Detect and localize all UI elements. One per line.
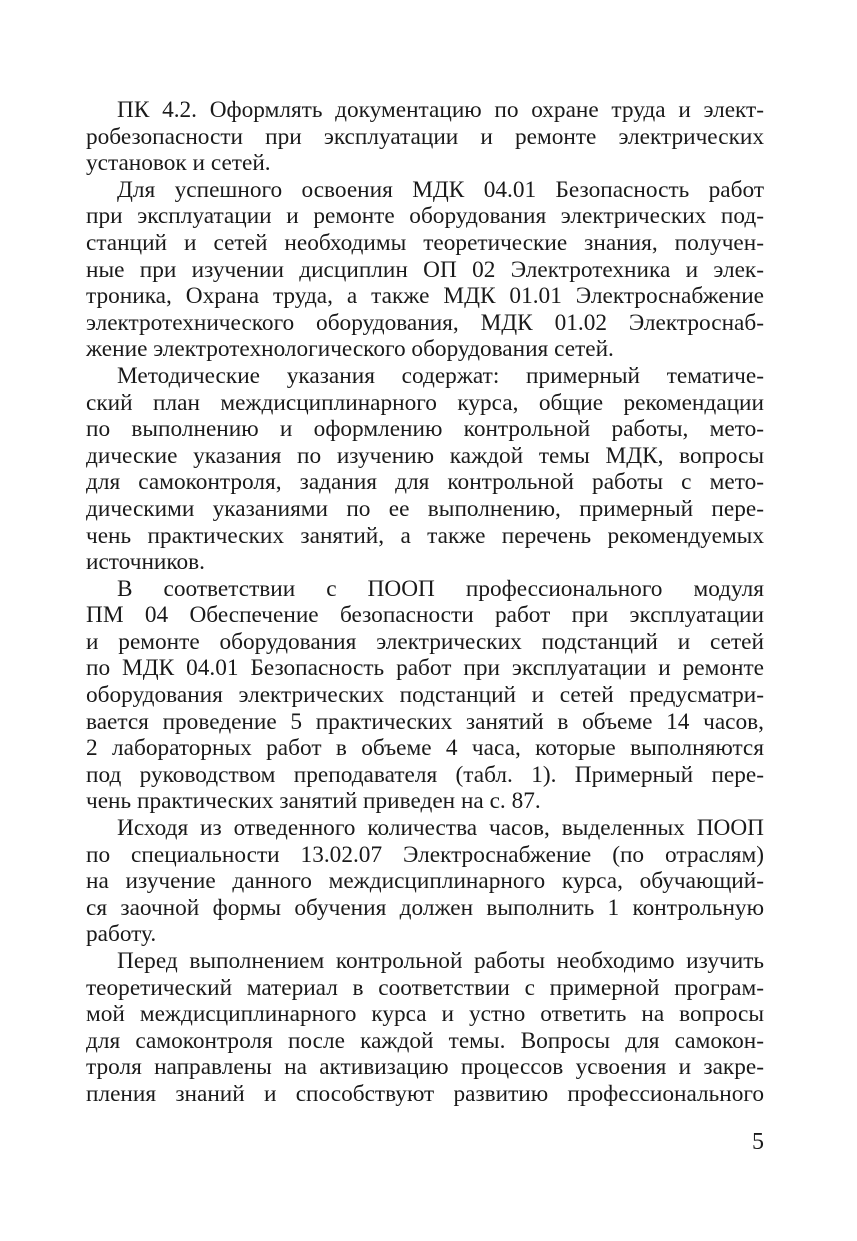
text-line: под руководством преподавателя (табл. 1). Примерный пере- (86, 761, 764, 788)
text-line: троля направлены на активизацию процессов усвоения и закре- (86, 1054, 764, 1081)
paragraph (86, 815, 764, 948)
paragraph (86, 363, 764, 576)
text-line: для самоконтроля после каждой темы. Вопросы для самокон- (86, 1027, 764, 1054)
text-line: источников. (86, 549, 205, 576)
text-line: и ремонте оборудования электрических подстанций и сетей (86, 628, 764, 655)
text-line: мой междисциплинарного курса и устно ответить на вопросы (86, 1001, 764, 1028)
text-line: на изучение данного междисциплинарного курса, обучающий- (86, 868, 764, 895)
paragraph (86, 948, 764, 1108)
text-line: электротехнического оборудования, МДК 01.02 Электроснаб- (86, 309, 764, 336)
text-line: вается проведение 5 практических занятий в объеме 14 часов, (86, 708, 764, 735)
text-line: по специальности 13.02.07 Электроснабжение (по отраслям) (86, 841, 764, 868)
text-line: Перед выполнением контрольной работы необходимо изучить (117, 948, 764, 974)
text-line: по выполнению и оформлению контрольной работы, мето- (86, 416, 764, 443)
text-line: ные при изучении дисциплин ОП 02 Электротехника и элек- (86, 256, 764, 283)
text-line: установок и сетей. (86, 150, 271, 177)
text-line: при эксплуатации и ремонте оборудования электрических под- (86, 203, 764, 230)
text-line: ся заочной формы обучения должен выполнить 1 контрольную (86, 894, 764, 921)
text-line: станций и сетей необходимы теоретические знания, получен- (86, 229, 764, 256)
text-line: по МДК 04.01 Безопасность работ при эксплуатации и ремонте (86, 655, 764, 682)
text-line: В соответствии с ПООП профессионального модуля (117, 575, 764, 602)
text-line: робезопасности при эксплуатации и ремонте электрических (86, 123, 764, 150)
text-line: ПК 4.2. Оформлять документацию по охране труда и элект- (117, 97, 764, 123)
paragraph (86, 97, 764, 177)
text-line: троника, Охрана труда, а также МДК 01.01 Электроснабжение (86, 283, 764, 310)
text-line: Исходя из отведенного количества часов, выделенных ПООП (117, 815, 764, 842)
text-line: теоретический материал в соответствии с примерной програм- (86, 974, 764, 1001)
text-line: ПМ 04 Обеспечение безопасности работ при эксплуатации (86, 602, 764, 629)
paragraph (86, 576, 764, 815)
text-line: работу. (86, 921, 157, 948)
page-number: 5 (752, 1129, 764, 1155)
text-line: дические указания по изучению каждой темы МДК, вопросы (86, 442, 764, 469)
text-line: жение электротехнологического оборудования сетей. (86, 336, 614, 363)
text-line: дическими указаниями по ее выполнению, примерный пере- (86, 495, 764, 522)
text-line: чень практических занятий приведен на с. 87. (86, 788, 541, 815)
text-line: чень практических занятий, а также перечень рекомендуемых (86, 522, 764, 549)
body-text (86, 97, 764, 1108)
text-line: Методические указания содержат: примерный тематиче- (117, 362, 764, 389)
text-line: ский план междисциплинарного курса, общие рекомендации (86, 389, 764, 416)
text-line: для самоконтроля, задания для контрольной работы с мето- (86, 469, 764, 496)
paragraph (86, 177, 764, 363)
text-line: Для успешного освоения МДК 04.01 Безопасность работ (117, 176, 764, 203)
text-line: пления знаний и способствуют развитию профессионального (86, 1080, 764, 1107)
text-line: оборудования электрических подстанций и сетей предусматри- (86, 682, 764, 709)
text-line: 2 лабораторных работ в объеме 4 часа, которые выполняются (86, 735, 764, 762)
